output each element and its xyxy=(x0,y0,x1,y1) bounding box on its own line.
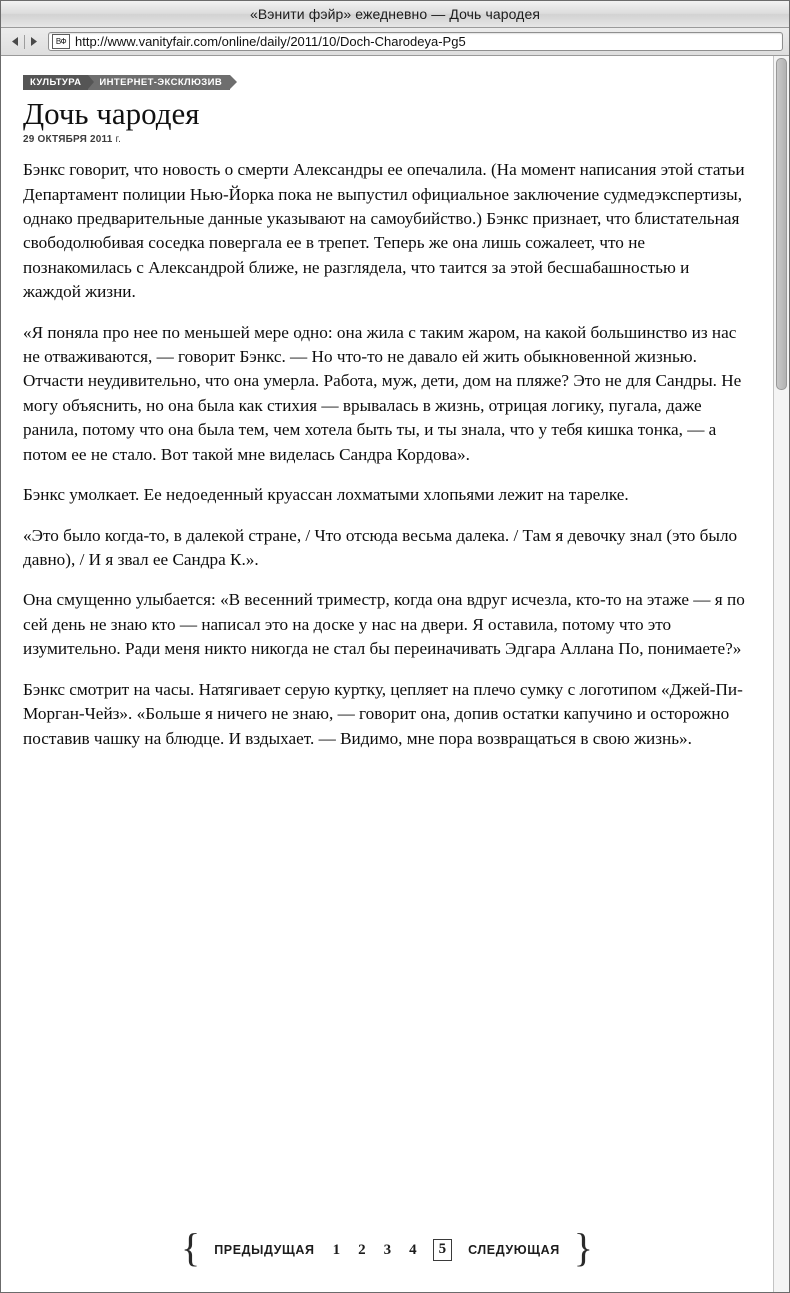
pagination-page-current[interactable]: 5 xyxy=(433,1239,453,1261)
pagination-page-4[interactable]: 4 xyxy=(409,1241,417,1258)
content-area xyxy=(1,56,789,1292)
window-titlebar xyxy=(1,1,789,28)
pagination-next-button[interactable]: СЛЕДУЮЩАЯ xyxy=(468,1243,560,1257)
vertical-scrollbar[interactable] xyxy=(773,56,789,1292)
article-paragraph: «Это было когда-то, в далекой стране, / Что отсюда весьма далека. / Там я девочку знал (это было давно), / И я звал ее Сандра К.». xyxy=(23,525,738,569)
breadcrumb-arrow-icon xyxy=(230,75,237,89)
article-body xyxy=(23,158,751,751)
article-date xyxy=(23,134,751,145)
breadcrumb-subcategory[interactable]: ИНТЕРНЕТ-ЭКСКЛЮЗИВ xyxy=(88,75,230,90)
scrollbar-thumb[interactable] xyxy=(776,58,787,390)
web-page xyxy=(1,56,773,1292)
pagination-page-1[interactable]: 1 xyxy=(332,1241,341,1258)
breadcrumb xyxy=(23,75,237,90)
article-date-value: 29 ОКТЯБРЯ 2011 xyxy=(23,134,113,146)
browser-toolbar xyxy=(1,28,789,56)
back-arrow-icon[interactable] xyxy=(7,33,24,51)
article-paragraph: «Я поняла про нее по меньшей мере одно: она жила с таким жаром, на какой большинство из нас не отваживаются, — говорит Бэнкс. — Но что-то не давало ей жить обыкновенной жизнью. Отчасти неудивительно, что она умерла. Работа, муж, дети, дом на пляже? Это не для Сандры. Не могу объяснить, но она была как стихия — врывалась в жизнь, отрицая логику, пугала, даже ранила, потому что она была тем, чем хотела быть ты, и ты знала, что у тебя кишка тонка, — а потом ее не стало. Вот такой мне виделась Сандра Кордова». xyxy=(23,322,742,464)
page-title: Дочь чародея xyxy=(23,96,200,131)
article-paragraph: Бэнкс умолкает. Ее недоеденный круассан лохматыми хлопьями лежит на тарелке. xyxy=(23,485,629,505)
pagination-page-2[interactable]: 2 xyxy=(358,1241,366,1258)
navigation-buttons xyxy=(7,33,42,51)
breadcrumb-category[interactable]: КУЛЬТУРА xyxy=(23,75,89,90)
window-title: «Вэнити фэйр» ежедневно — Дочь чародея xyxy=(249,6,541,22)
pagination-prev-button[interactable]: ПРЕДЫДУЩАЯ xyxy=(214,1243,315,1257)
article-paragraph: Бэнкс смотрит на часы. Натягивает серую куртку, цепляет на плечо сумку с логотипом «Джей-Пи-Морган-Чейз». «Больше я ничего не знаю, — говорит она, допив остатки капучино и осторожно поставив чашку на блюдце. И вздыхает. — Видимо, мне пора возвращаться в свою жизнь». xyxy=(23,679,743,748)
pagination-brace-left: { xyxy=(181,1225,201,1270)
pagination-brace-right: } xyxy=(573,1225,593,1270)
site-favicon: ВФ xyxy=(52,34,70,49)
scrollbar-track[interactable] xyxy=(774,56,789,1292)
article-date-suffix: г. xyxy=(115,134,122,146)
pagination xyxy=(1,1225,773,1270)
forward-arrow-icon[interactable] xyxy=(25,33,42,51)
article-paragraph: Она смущенно улыбается: «В весенний триместр, когда она вдруг исчезла, кто-то на этаже — я по сей день не знаю кто — написал это на доске у нас на двери. Я оставила, потому что это изумительно. Ради меня никто никогда не стал бы переиначивать Эдгара Аллана По, понимаете?» xyxy=(23,590,745,659)
url-input[interactable]: http://www.vanityfair.com/online/daily/2011/10/Doch-Charodeya-Pg5 xyxy=(75,34,466,49)
article-paragraph: Бэнкс говорит, что новость о смерти Александры ее опечалила. (На момент написания этой статьи Департамент полиции Нью-Йорка пока не выпустил официальное заключение судмедэкспертизы, однако предварительные данные указывают на самоубийство.) Бэнкс признает, что блистательная свободолюбивая соседка повергала ее в трепет. Теперь же она лишь сожалеет, что не познакомилась с Александрой ближе, не разглядела, что таится за этой бесшабашностью и жаждой жизни. xyxy=(23,160,745,302)
pagination-page-3[interactable]: 3 xyxy=(383,1241,392,1258)
address-bar[interactable] xyxy=(48,32,783,51)
